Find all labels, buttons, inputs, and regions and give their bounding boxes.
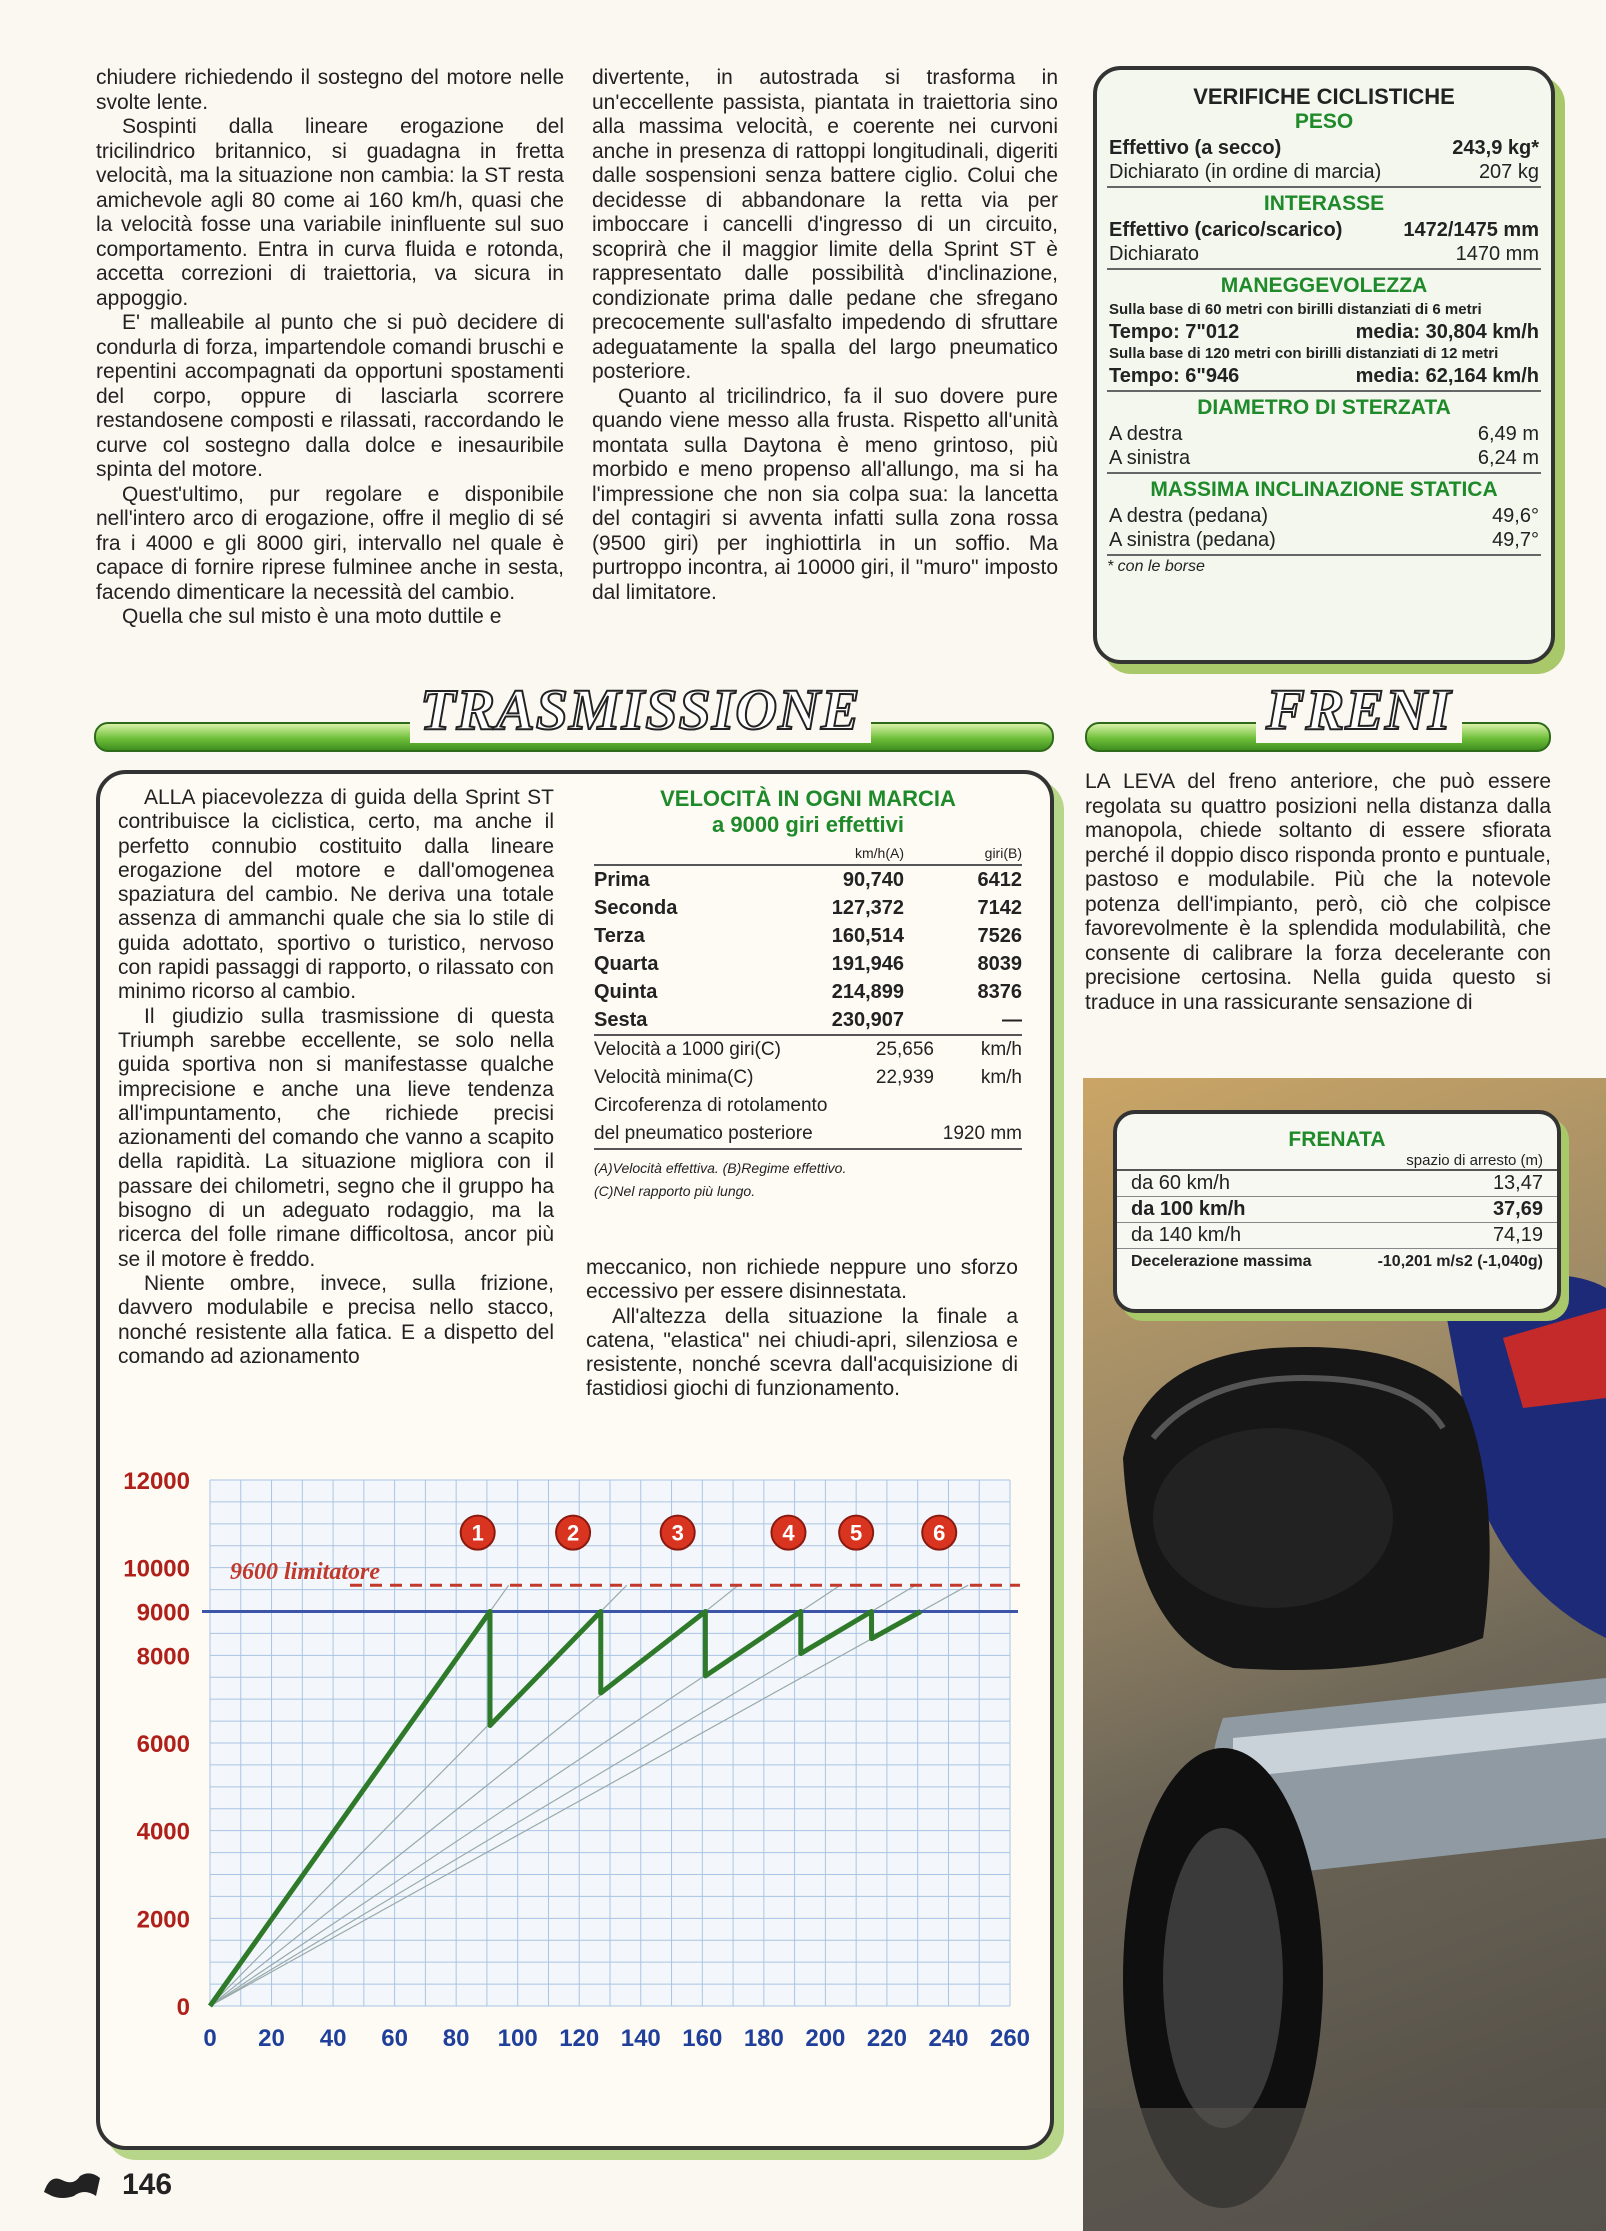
- x-tick-label: 140: [620, 2025, 661, 2052]
- x-tick-label: 60: [381, 2025, 408, 2052]
- row-value: media: 62,164 km/h: [1355, 365, 1539, 387]
- table-row: da 100 km/h 37,69: [1117, 1197, 1557, 1223]
- paragraph: Quella che sul misto è una moto duttile e: [122, 605, 502, 628]
- y-tick-label: 12000: [123, 1468, 190, 1495]
- table-title: VELOCITÀ IN OGNI MARCIA: [660, 786, 956, 811]
- paragraph: Quest'ultimo, pur regolare e disponibile nell'intero arco di erogazione, offre il meglio di sé fra i 4000 e gli 8000 giri, intervallo nel quale è capace di fornire riprese fulminee anche in sesta, facendo dimenticare la necessità del cambio.: [96, 482, 564, 604]
- row-value: 49,6°: [1492, 505, 1539, 527]
- paragraph: meccanico, non richiede neppure uno sforzo eccessivo per essere disinnestata.: [586, 1256, 1018, 1304]
- table-row: da 60 km/h 13,47: [1117, 1171, 1557, 1197]
- divider: [1107, 268, 1541, 270]
- frenata-box: [1113, 1110, 1561, 1313]
- x-tick-label: 220: [866, 2025, 907, 2052]
- row-value: 6,49 m: [1477, 423, 1539, 445]
- section-heading: INTERASSE: [1263, 192, 1385, 215]
- row-label: A destra (pedana): [1109, 505, 1268, 527]
- x-tick-label: 40: [319, 2025, 347, 2052]
- x-tick-label: 260: [989, 2025, 1031, 2052]
- divider: [1107, 186, 1541, 188]
- table-row: Prima 90,740 6412: [594, 869, 1022, 891]
- table-row: Sesta 230,907 —: [594, 1006, 1022, 1036]
- table-row: Quinta 214,899 8376: [594, 981, 1022, 1003]
- test-note: Sulla base di 60 metri con birilli distanziati di 6 metri: [1109, 301, 1482, 318]
- table-row: Velocità minima(C) 22,939 km/h: [594, 1067, 1022, 1088]
- section-heading: MASSIMA INCLINAZIONE STATICA: [1150, 478, 1498, 501]
- verifiche-ciclistiche-box: [1093, 66, 1555, 664]
- column-header: giri(B): [984, 845, 1022, 861]
- y-tick-label: 8000: [136, 1643, 190, 1671]
- article-column-2: [592, 66, 1058, 605]
- x-tick-label: 160: [682, 2025, 723, 2052]
- x-tick-label: 100: [497, 2025, 538, 2052]
- paragraph: divertente, in autostrada si trasforma in un'eccellente passista, piantata in traiettoria sino alla massima velocità, e coerente nei curvoni anche in presenza di rattoppi longitudinali, digeriti dalle sospensioni senza battere ciglio. Colui che decidesse di abbandonare la retta via per imboccare i cancelli d'ingresso di un circuito, scoprirà che il maggior limite della Sprint ST è rappresentato dalle possibilità d'inclinazione, condizionate prima dalle pedane che sfregano precocemente sull'asfalto impedendo di sfruttare adeguatamente la spalla del largo pneumatico posteriore.: [592, 66, 1058, 383]
- trasmissione-column-2: [586, 1256, 1018, 1402]
- page-number: 146: [122, 2168, 173, 2201]
- gear-marker-label: 6: [933, 1520, 946, 1546]
- gear-marker-label: 5: [850, 1520, 863, 1546]
- paragraph: chiudere richiedendo il sostegno del motore nelle svolte lente.: [96, 66, 564, 114]
- x-tick-label: 180: [743, 2025, 784, 2052]
- row-value: 49,7°: [1492, 529, 1539, 551]
- row-label: Effettivo (carico/scarico): [1109, 219, 1343, 241]
- y-tick-label: 10000: [123, 1555, 190, 1583]
- column-header: km/h(A): [855, 845, 904, 861]
- gear-marker-label: 3: [671, 1520, 684, 1546]
- row-value: 6,24 m: [1477, 447, 1539, 469]
- row-label: Dichiarato (in ordine di marcia): [1109, 161, 1382, 183]
- footnote: * con le borse: [1107, 558, 1205, 575]
- section-heading: DIAMETRO DI STERZATA: [1197, 396, 1451, 419]
- table-row: da 140 km/h 74,19: [1117, 1223, 1557, 1249]
- y-tick-label: 6000: [136, 1731, 190, 1758]
- y-tick-label: 4000: [136, 1818, 190, 1846]
- paragraph: LA LEVA del freno anteriore, che può essere regolata su quattro posizioni nella distanza dalla manopola, chiede soltanto di essere sfiorata perché il doppio disco risponda pronto e puntuale, pastoso e modulabile. Più che la notevole potenza dell'impianto, però, ciò che colpisce favorevolmente è la splendida modulabilità, che consente di calibrare la forza decelerante con precisione certosina. Nella guida questo si traduce in una rassicurante sensazione di: [1085, 770, 1551, 1014]
- paragraph: Il giudizio sulla trasmissione di questa Triumph sarebbe eccellente, se solo nella guida sportiva non si manifestasse qualche imprecisione e anche una lieve tendenza all'impuntamento, che richiede precisi azionamenti del comando che vanno a scapito della rapidità. La situazione migliora con il passare dei chilometri, segno che il gruppo ha bisogno di un adeguato rodaggio, ma la ricerca del folle rimane difficoltosa, ancor più se il motore è freddo.: [118, 1004, 554, 1271]
- table-note: (A)Velocità effettiva. (B)Regime effettivo.: [594, 1160, 847, 1176]
- x-tick-label: 20: [258, 2025, 285, 2052]
- table-row: Velocità a 1000 giri(C) 25,656 km/h: [594, 1039, 1022, 1060]
- gear-marker-label: 1: [471, 1520, 484, 1546]
- row-value: 243,9 kg*: [1452, 137, 1539, 159]
- table-row: Decelerazione massima -10,201 m/s2 (-1,040g): [1131, 1253, 1543, 1270]
- gear-rpm-chart: [110, 1460, 1040, 2060]
- article-column-1: [96, 66, 564, 630]
- row-label: Tempo: 7"012: [1109, 321, 1240, 343]
- row-label: Dichiarato: [1109, 243, 1200, 265]
- paragraph: All'altezza della situazione la finale a catena, "elastica" nei chiudi-apri, silenziosa e resistente, nonché scevra dall'acquisizione di fastidiosi giochi di funzionamento.: [586, 1304, 1018, 1401]
- column-header: spazio di arresto (m): [1117, 1152, 1557, 1171]
- paragraph: E' malleabile al punto che si può decidere di condurla di forza, impartendole comandi bruschi e repentini accompagnati da opportuni spostamenti del corpo, oppure di lasciarla scorrere restandosene composti e rilassati, raccordando le curve col sostegno dalla dolce e inesauribile spinta del motore.: [96, 311, 564, 481]
- x-tick-label: 0: [203, 2025, 217, 2052]
- trasmissione-column-1: [118, 786, 554, 1369]
- paragraph: Sospinti dalla lineare erogazione del tricilindrico britannico, si guadagna in fretta velocità, ma la situazione non cambia: la ST resta amichevole agli 80 come ai 160 km/h, quasi che la velocità fosse una variabile ininfluente sul suo comportamento. Entra in curva fluida e rotonda, accetta correzioni di traiettoria, va sicura in appoggio.: [96, 115, 564, 310]
- divider: [1107, 472, 1541, 474]
- x-tick-label: 120: [559, 2025, 600, 2052]
- row-label: A sinistra (pedana): [1109, 529, 1276, 551]
- freni-column: [1085, 770, 1551, 1015]
- gear-marker-label: 4: [782, 1520, 795, 1546]
- row-value: media: 30,804 km/h: [1355, 321, 1539, 343]
- row-label: Tempo: 6"946: [1109, 365, 1240, 387]
- trasmissione-title: TRASMISSIONE: [410, 676, 871, 743]
- limiter-label: 9600 limitatore: [230, 1559, 380, 1586]
- velocita-table: [594, 786, 1022, 1202]
- table-subtitle: a 9000 giri effettivi: [712, 812, 904, 837]
- circ-label: del pneumatico posteriore: [594, 1123, 813, 1144]
- row-label: A sinistra: [1109, 447, 1191, 469]
- y-tick-label: 0: [176, 1994, 190, 2021]
- table-note: (C)Nel rapporto più lungo.: [594, 1183, 756, 1199]
- section-heading: MANEGGEVOLEZZA: [1220, 274, 1428, 297]
- freni-title: FRENI: [1256, 676, 1462, 743]
- divider: [1107, 554, 1541, 556]
- row-label: A destra: [1109, 423, 1183, 445]
- x-tick-label: 200: [805, 2025, 846, 2052]
- x-tick-label: 80: [442, 2025, 470, 2052]
- table-row: Quarta 191,946 8039: [594, 953, 1022, 975]
- page-logo: [40, 2170, 120, 2200]
- y-tick-label: 9000: [136, 1599, 190, 1627]
- row-label: Effettivo (a secco): [1109, 137, 1282, 159]
- row-value: 207 kg: [1478, 161, 1539, 183]
- divider: [1107, 390, 1541, 392]
- section-heading: PESO: [1294, 110, 1354, 133]
- circ-label: Circoferenza di rotolamento: [594, 1095, 828, 1116]
- x-tick-label: 240: [928, 2025, 969, 2052]
- paragraph: ALLA piacevolezza di guida della Sprint ST contribuisce la ciclistica, certo, ma anche il perfetto connubio costituito dalla lineare erogazione del motore e dall'omogenea spaziatura del cambio. Ne deriva una totale assenza di ammanchi quale che sia lo stile di guida adottato, sportivo o turistico, nervoso con rapidi passaggi di rapporto, o rilassato con minimo ricorso al cambio.: [118, 786, 554, 1004]
- circ-value: 1920 mm: [942, 1123, 1022, 1144]
- paragraph: Quanto al tricilindrico, fa il suo dovere pure quando viene messo alla frusta. Rispetto all'unità montata sulla Daytona è meno grintoso, più morbido e meno propenso all'allungo, ma si ha l'impressione che non sia colpa sua: la lancetta del contagiri si avventa infatti sulla zona rossa (9500 giri) per inghiottirla in un soffio. Ma purtroppo incontra, ai 10000 giri, il "muro" imposto dal limitatore.: [592, 384, 1058, 604]
- y-tick-label: 2000: [136, 1906, 190, 1934]
- table-row: Terza 160,514 7526: [594, 925, 1022, 947]
- table-row: Seconda 127,372 7142: [594, 897, 1022, 919]
- row-value: 1470 mm: [1455, 243, 1539, 265]
- paragraph: Niente ombre, invece, sulla frizione, davvero modulabile e precisa nello stacco, nonché resistente alla fatica. E a dispetto del comando ad azionamento: [118, 1271, 554, 1368]
- test-note: Sulla base di 120 metri con birilli distanziati di 12 metri: [1109, 345, 1499, 362]
- gear-marker-label: 2: [566, 1520, 580, 1546]
- row-value: 1472/1475 mm: [1403, 219, 1539, 241]
- box-title: VERIFICHE CICLISTICHE: [1193, 84, 1455, 109]
- box-title: FRENATA: [1288, 1128, 1386, 1151]
